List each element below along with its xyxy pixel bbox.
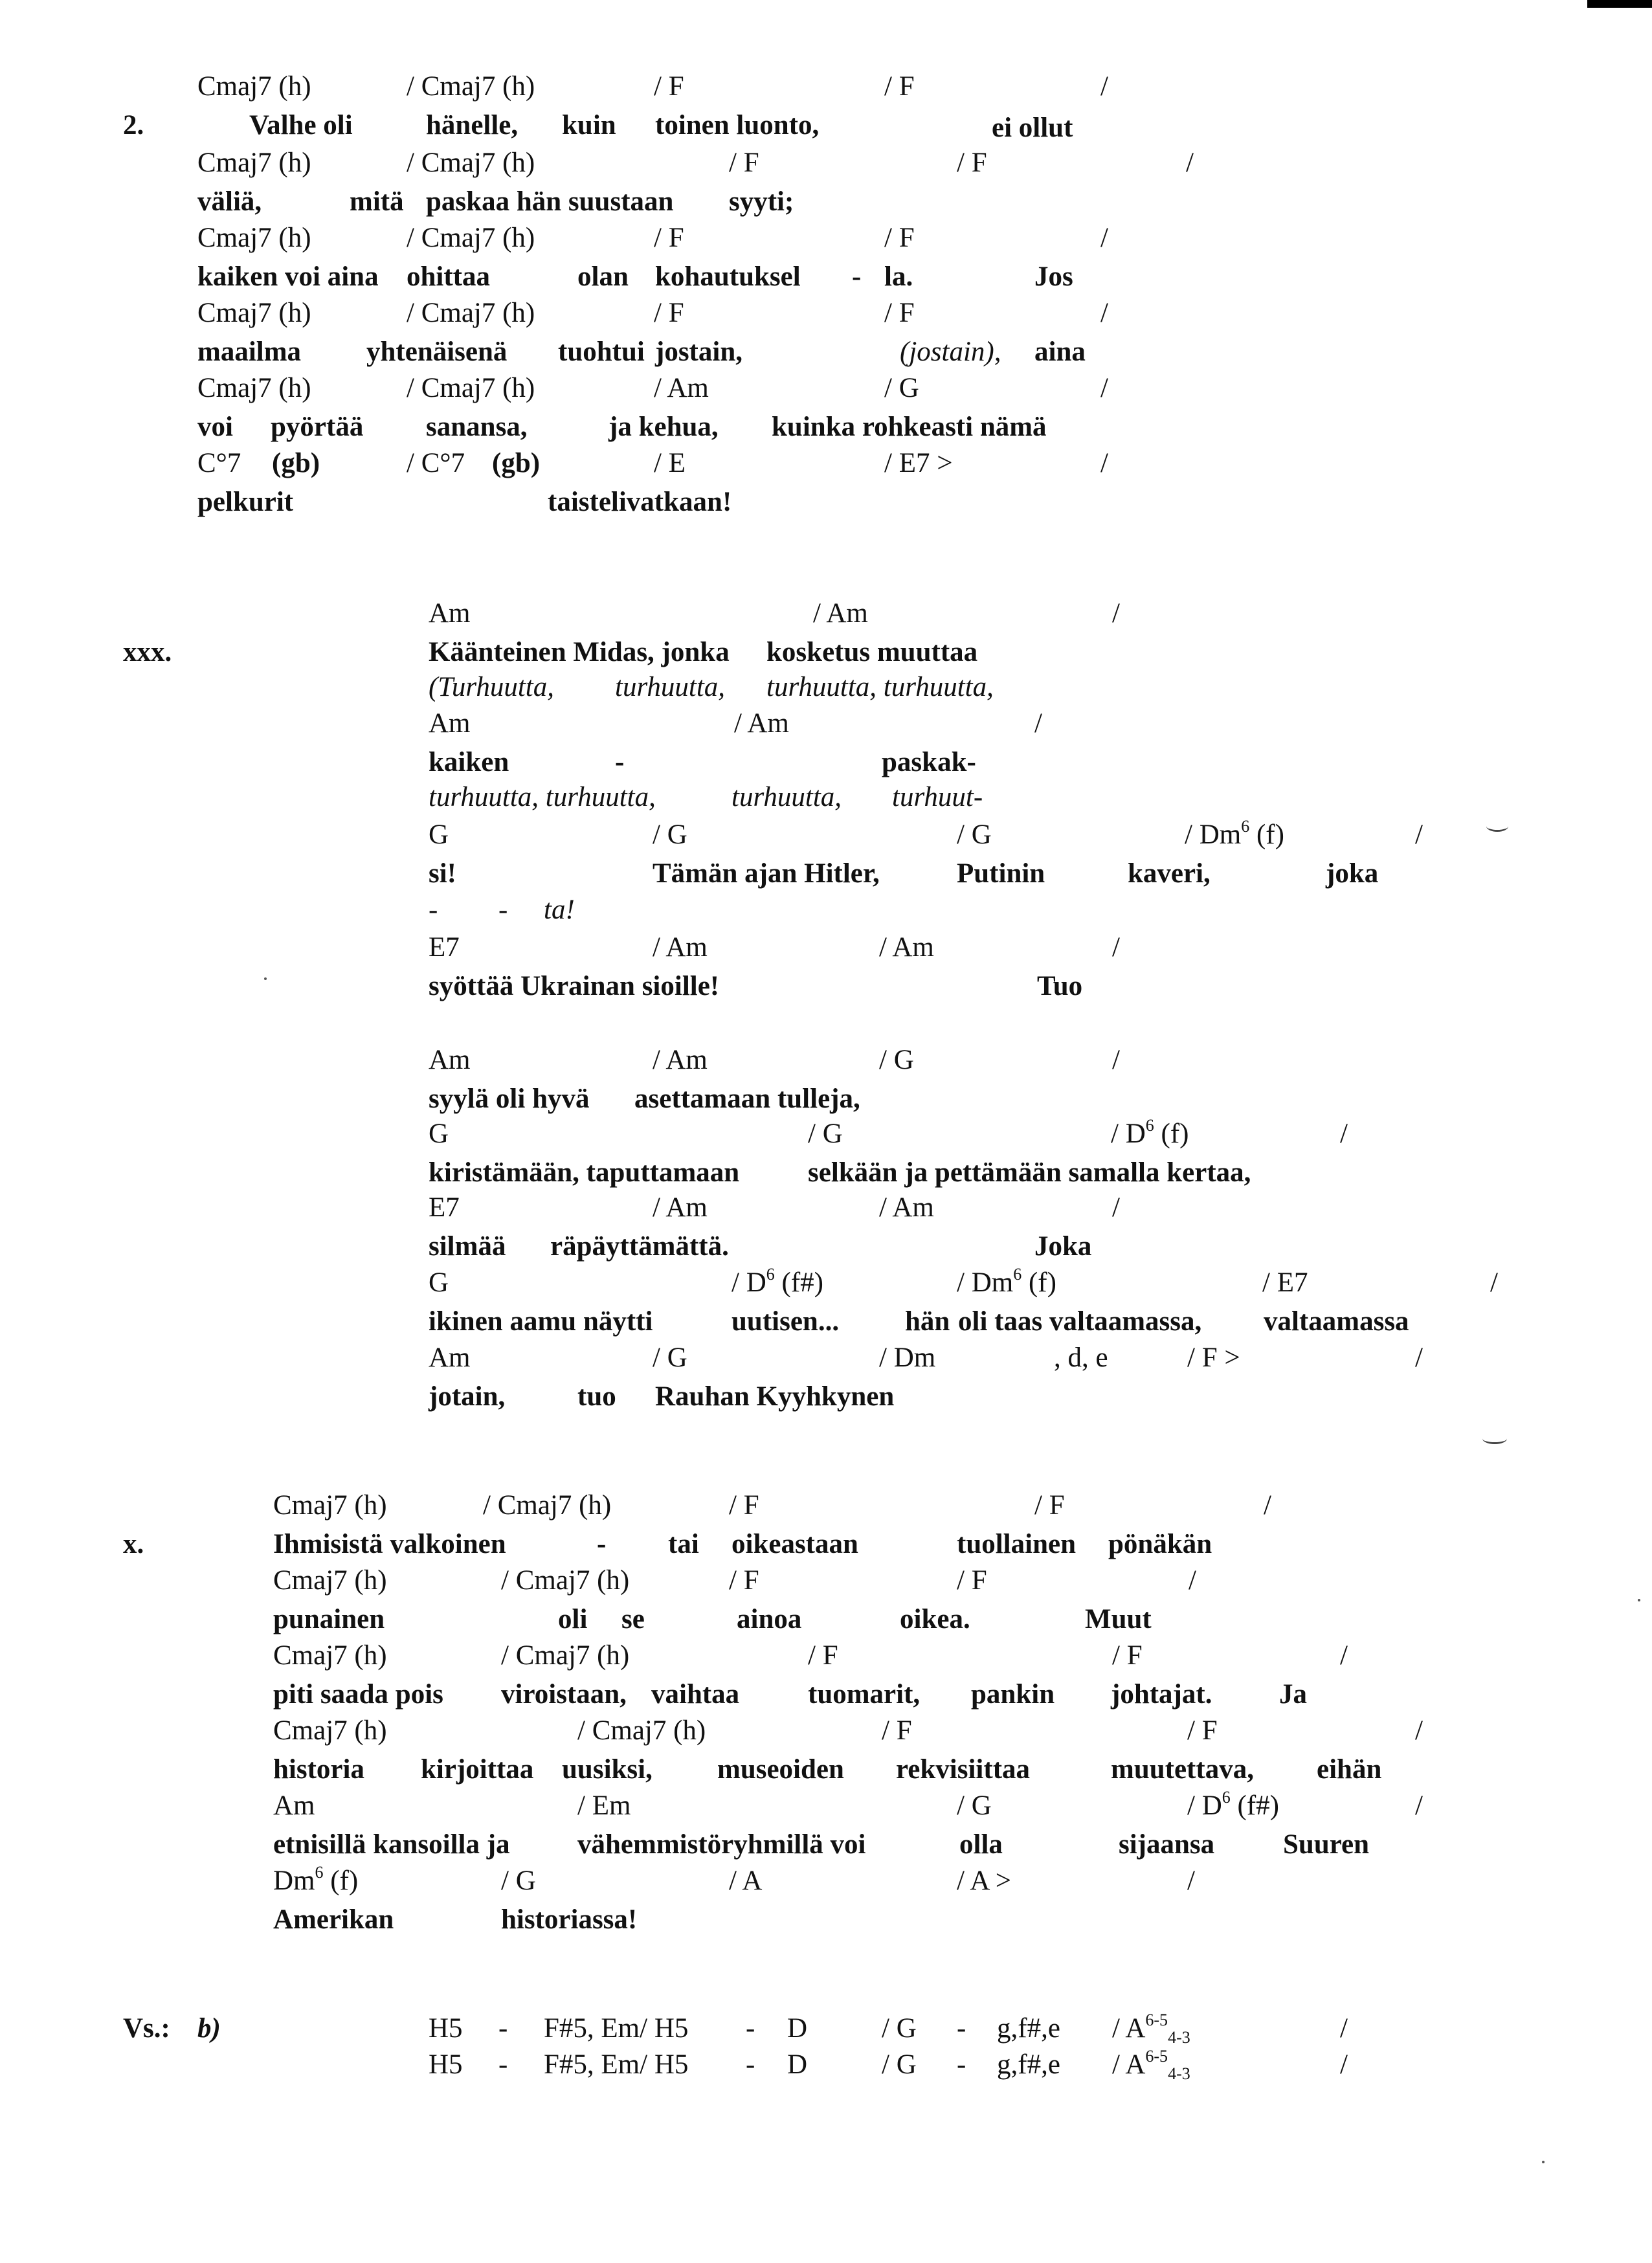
lyric: oikea. [900,1604,970,1634]
lyric: paskaa hän suustaan [426,186,674,217]
lyric: viroistaan, [501,1679,627,1710]
chord-bass: (f#) [781,1267,823,1298]
backing-vocal: turhuutta, [731,782,842,812]
chord: H5 [429,2013,463,2044]
lyric: - [597,1529,607,1559]
chord: / Am [653,1045,708,1075]
lyric: etnisillä kansoilla ja [273,1829,510,1860]
chord: C°7 [197,448,241,478]
chord: / Cmaj7 (h) [407,71,535,102]
lyric: syöttää Ukrainan sioille! [429,971,720,1001]
chord-ext: 6 [766,1265,775,1284]
lyric: Muut [1085,1604,1152,1634]
chord-ext: 6-5 [1145,2011,1168,2029]
lyric: Käänteinen Midas, jonka [429,637,730,667]
chord: / F [882,1715,912,1746]
lyric: Amerikan [273,1904,394,1935]
bar-line: / [1415,819,1423,850]
lyric: kuin [562,110,616,140]
chord: / G [808,1119,843,1149]
chord: / F [654,223,684,253]
chord: / Am [734,708,789,739]
lyric: tuomarit, [808,1679,921,1710]
lyric: rekvisiittaa [896,1754,1031,1785]
chord: / Dm [879,1343,936,1373]
chord: / Am [653,1192,708,1223]
chord: Am [429,1343,471,1373]
chord: G [429,1119,449,1149]
lyric: tuo [577,1381,616,1412]
chord: / E7 [1262,1267,1308,1298]
lyric: tai [668,1529,699,1559]
chord: Cmaj7 (h) [197,148,311,178]
chord: / G [882,2013,917,2044]
chord: / A > [957,1866,1012,1896]
chord: Cmaj7 (h) [197,298,311,328]
chord-root: / D [1111,1119,1146,1149]
pencil-mark [1486,821,1508,832]
chord: / E [654,448,686,478]
chord: H5 [429,2049,463,2080]
chord: / G [653,819,687,850]
bar-line: / [1415,1790,1423,1821]
lyric: la. [884,262,913,292]
chord: / F [808,1640,838,1671]
scan-edge-mark [1587,0,1652,8]
chord: F#5, Em/ H5 [544,2049,689,2080]
chord-root: / A [1112,2013,1146,2044]
chord: / F [729,1565,759,1596]
chord: Cmaj7 (h) [273,1640,387,1671]
chord: Am [429,598,471,629]
lyric: Jos [1034,262,1073,292]
bar-line: / [1112,598,1120,629]
chord: / Cmaj7 (h) [501,1565,630,1596]
chord-root: / A [1112,2049,1146,2080]
scan-speck [1638,1599,1640,1601]
dash: - [498,2049,508,2080]
bar-line: / [1340,2049,1348,2080]
chord: / Am [654,373,709,403]
lyric: eihän [1317,1754,1382,1785]
lyric: se [621,1604,645,1634]
chord [1187,1788,1279,1821]
chord: / G [957,1790,992,1821]
chord: / C°7 [407,448,465,478]
lyric: kirjoittaa [421,1754,534,1785]
chord: / Cmaj7 (h) [407,373,535,403]
lyric: kosketus muuttaa [766,637,978,667]
lyric: selkään ja pettämään samalla kertaa, [808,1157,1251,1188]
chord: / F [884,223,915,253]
lyric: muutettava, [1111,1754,1254,1785]
chord: / F [654,298,684,328]
chord-ext: 4-3 [1168,2028,1190,2047]
backing-vocal: turhuutta, [615,672,726,702]
chord: / F [729,148,759,178]
chord: / F [884,71,915,102]
chord-passing-notes: , d, e [1054,1343,1108,1373]
pencil-mark [1482,1433,1507,1444]
chord [1185,817,1284,850]
chord: Am [273,1790,315,1821]
chord-ext: 6-5 [1145,2047,1168,2066]
lyric: pyörtää [271,412,364,442]
chord-bass: (f) [1161,1119,1189,1149]
section-sublabel: b) [197,2013,221,2044]
chord: / F [654,71,684,102]
chord: G [429,1267,449,1298]
chord: / E7 > [884,448,953,478]
lyric: syyti; [729,186,794,217]
bar-line: / [1189,1565,1196,1596]
chord-ext: 6 [1145,1116,1154,1135]
lyric: taistelivatkaan! [548,487,732,517]
chord: / F [957,148,987,178]
lyric: asettamaan tulleja, [634,1084,860,1114]
chord-bass: (f) [330,1866,359,1896]
chord-root: / D [731,1267,766,1298]
lyric: sanansa, [426,412,528,442]
scan-speck [264,977,267,980]
lyric: vähemmistöryhmillä voi [577,1829,866,1860]
chord-root: / Dm [1185,819,1242,850]
chord: / Am [653,932,708,963]
chord-bass: (f) [1256,819,1284,850]
lyric: ainoa [737,1604,802,1634]
lyric: kaiken [429,747,509,777]
chord: D [787,2013,808,2044]
lyric: Joka [1034,1231,1092,1262]
lyric: oli taas valtaamassa, [958,1306,1202,1337]
chord: Cmaj7 (h) [273,1565,387,1596]
chord: / Cmaj7 (h) [407,148,535,178]
bar-line: / [1100,448,1108,478]
bar-line: / [1340,1119,1348,1149]
bar-line: / [1112,1192,1120,1223]
lyric: mitä [350,186,404,217]
bar-line: / [1100,223,1108,253]
bar-line: / [1187,1866,1195,1896]
chord: / G [501,1866,536,1896]
lyric: kiristämään, taputtamaan [429,1157,740,1188]
chord-ext: 6 [315,1863,324,1882]
chord: Cmaj7 (h) [197,373,311,403]
chord: / F [884,298,915,328]
lyric: yhtenäisenä [366,337,508,367]
chord [1112,2011,1190,2047]
lyric: aina [1034,337,1086,367]
lyric: - [615,747,625,777]
lyric: kaiken voi aina [197,262,379,292]
lyric: valtaamassa [1264,1306,1409,1337]
lyric: toinen luonto, [655,110,820,140]
chord: / Cmaj7 (h) [407,223,535,253]
lyric: Tämän ajan Hitler, [653,858,880,889]
bar-line: / [1186,148,1194,178]
dash: - [957,2013,966,2044]
chord: / A [729,1866,763,1896]
lyric: ja kehua, [608,412,719,442]
lyric: hänelle, [426,110,519,140]
chord-bass: (f) [1028,1267,1056,1298]
scan-speck [1542,2161,1545,2163]
lyric: - [852,262,862,292]
lyric: jotain, [429,1381,506,1412]
lyric: maailma [197,337,302,367]
chord: Cmaj7 (h) [273,1490,387,1521]
lyric: hän [905,1306,950,1337]
chord: / Em [577,1790,631,1821]
chord: / F [1187,1715,1218,1746]
bar-line: / [1340,1640,1348,1671]
backing-vocal: (Turhuutta, [429,672,554,702]
lyric: historiassa! [501,1904,638,1935]
chord: / Cmaj7 (h) [407,298,535,328]
bar-line: / [1100,298,1108,328]
chord: / Am [813,598,868,629]
chord: / Cmaj7 (h) [483,1490,612,1521]
chord [273,1863,359,1896]
chord: E7 [429,1192,460,1223]
backing-vocal: turhuut- [892,782,983,812]
lyric: pönäkän [1108,1529,1212,1559]
bar-line: / [1490,1267,1498,1298]
backing-vocal: - [498,895,508,925]
chord-root: Dm [273,1866,315,1896]
lyric: historia [273,1754,364,1785]
chord: / G [957,819,992,850]
chord-ext: 6 [1241,817,1250,836]
backing-vocal: turhuutta, turhuutta, [429,782,656,812]
chord: / G [879,1045,914,1075]
verse-number: 2. [123,110,144,140]
lyric: olan [577,262,629,292]
dash: - [746,2049,755,2080]
lyric: Putinin [957,858,1045,889]
lyric: piti saada pois [273,1679,443,1710]
lyric: Valhe oli [249,110,353,140]
lyric: syylä oli hyvä [429,1084,590,1114]
chord: E7 [429,932,460,963]
section-label: Vs.: [123,2013,170,2044]
chord [1111,1116,1189,1149]
dash: - [498,2013,508,2044]
lyric: silmää [429,1231,506,1262]
lyric: kohautuksel [655,262,801,292]
chord-ext: 6 [1222,1788,1231,1807]
section-label: xxx. [123,637,172,667]
chord: / Cmaj7 (h) [577,1715,706,1746]
chord: / F [1034,1490,1065,1521]
lyric: kaveri, [1128,858,1211,889]
chord: / G [653,1343,687,1373]
lyric: Suuren [1283,1829,1370,1860]
bar-line: / [1100,373,1108,403]
chord-ext: 6 [1013,1265,1022,1284]
bar-line: / [1100,71,1108,102]
lyric: ei ollut [992,113,1073,143]
lyric: Ihmisistä valkoinen [273,1529,506,1559]
chord: / Am [879,1192,934,1223]
lyric: kuinka rohkeasti nämä [772,412,1047,442]
chord: G [429,819,449,850]
lyric: voi [197,412,233,442]
chord: / F [957,1565,987,1596]
lyric: jostain, [655,337,742,367]
bar-line: / [1112,932,1120,963]
lyric: räpäyttämättä. [550,1231,729,1262]
chord-root: / Dm [957,1267,1014,1298]
lyric: tuohtui [558,337,645,367]
lyric: punainen [273,1604,385,1634]
lyric-echo: (jostain), [900,337,1001,367]
lyric: pankin [971,1679,1055,1710]
section-label: x. [123,1529,144,1559]
backing-vocal: ta! [544,895,575,925]
lyric: sijaansa [1119,1829,1215,1860]
lyric: uutisen... [731,1306,840,1337]
lyric: museoiden [717,1754,844,1785]
chord-bass: (gb) [272,448,320,478]
bar-line: / [1112,1045,1120,1075]
chord: / F [1112,1640,1143,1671]
chord: Cmaj7 (h) [273,1715,387,1746]
lyric: väliä, [197,186,262,217]
bar-line: / [1264,1490,1271,1521]
chord [731,1265,823,1298]
lyric: johtajat. [1111,1679,1212,1710]
chord: / G [884,373,919,403]
dash: - [957,2049,966,2080]
chord: / G [882,2049,917,2080]
lyric: Tuo [1037,971,1083,1001]
bar-line: / [1415,1343,1423,1373]
lyric: ohittaa [407,262,490,292]
passing-notes: g,f#,e [997,2049,1060,2080]
chord: D [787,2049,808,2080]
chord: Am [429,1045,471,1075]
chord-root: / D [1187,1790,1222,1821]
chord: / F > [1187,1343,1240,1373]
passing-notes: g,f#,e [997,2013,1060,2044]
chord-bass: (f#) [1237,1790,1279,1821]
chord: Am [429,708,471,739]
lyric: oli [558,1604,588,1634]
lyric: Ja [1279,1679,1307,1710]
bar-line: / [1034,708,1042,739]
chord: / Cmaj7 (h) [501,1640,630,1671]
lyric: Rauhan Kyyhkynen [655,1381,895,1412]
lyric: joka [1326,858,1379,889]
chord: F#5, Em/ H5 [544,2013,689,2044]
chord [957,1265,1056,1298]
lyric: tuollainen [957,1529,1076,1559]
lyric: ikinen aamu näytti [429,1306,653,1337]
chord-bass: (gb) [492,448,541,478]
chord-ext: 4-3 [1168,2064,1190,2083]
backing-vocal: turhuutta, turhuutta, [766,672,994,702]
dash: - [746,2013,755,2044]
bar-line: / [1415,1715,1423,1746]
lyric: uusiksi, [562,1754,653,1785]
chord [1112,2047,1190,2083]
chord: / Am [879,932,934,963]
chord: Cmaj7 (h) [197,223,311,253]
lyric: pelkurit [197,487,294,517]
bar-line: / [1340,2013,1348,2044]
lyric: si! [429,858,456,889]
chord: Cmaj7 (h) [197,71,311,102]
chord: / F [729,1490,759,1521]
lyric: oikeastaan [731,1529,858,1559]
backing-vocal: - [429,895,438,925]
lyric: olla [959,1829,1003,1860]
lyric: paskak- [882,747,976,777]
lyric: vaihtaa [651,1679,740,1710]
